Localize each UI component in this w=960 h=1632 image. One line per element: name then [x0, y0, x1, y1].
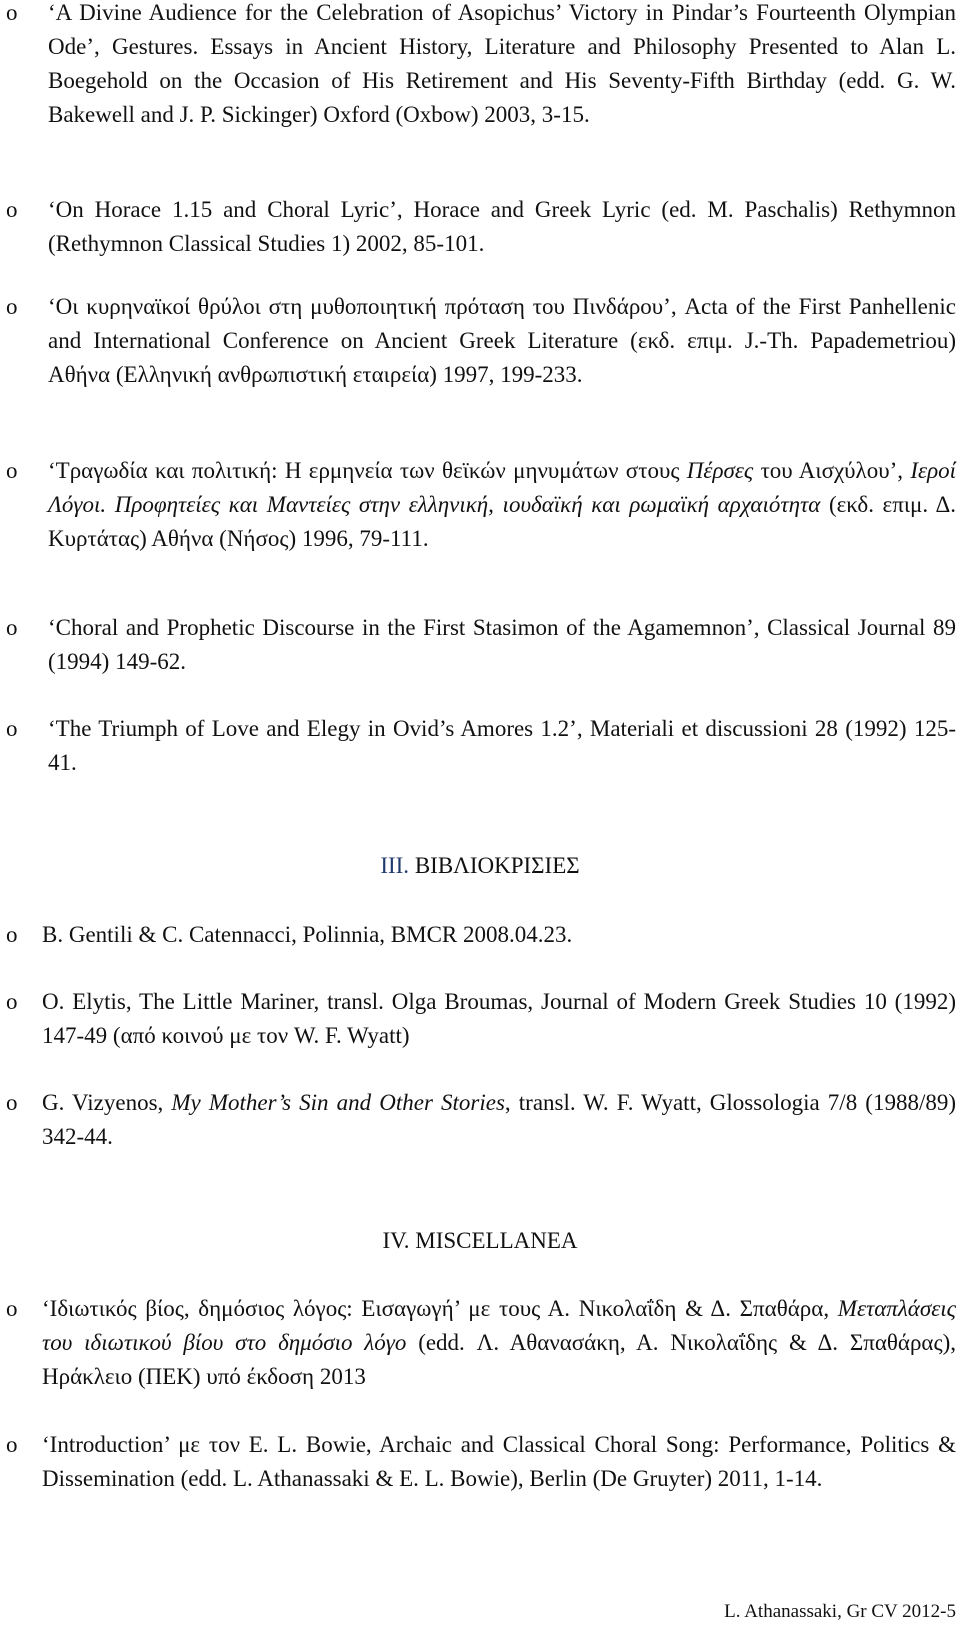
bullet-marker: o — [6, 989, 18, 1014]
citation-text — [42, 1086, 956, 1154]
citation-text: ‘On Horace 1.15 and Choral Lyric’, Horace and Greek Lyric (ed. M. Paschalis) Rethymnon (Rethymnon Classical Studies 1) 2002, 85-101. — [48, 197, 956, 256]
bullet-marker: o — [6, 1090, 18, 1115]
bullet-marker: o — [6, 716, 18, 741]
text-run: ‘Ιδιωτικός βίος, δημόσιος λόγος: Εισαγωγή’ με τους Α. Νικολαΐδη & Δ. Σπαθάρα, — [42, 1296, 838, 1321]
text-run: (edd. Λ. Αθανασάκη, Α. Νικολαΐδης & Δ. Σπαθάρας), Ηράκλειο (ΠΕΚ) υπό έκδοση 2013 — [42, 1330, 956, 1389]
section-number: III. — [380, 853, 410, 878]
bullet-marker: o — [6, 197, 18, 222]
italic-title: My Mother’s Sin and Other Stories — [171, 1090, 505, 1115]
citation-text: B. Gentili & C. Catennacci, Polinnia, BMCR 2008.04.23. — [42, 922, 573, 947]
page-footer: L. Athanassaki, Gr CV 2012-5 — [724, 1601, 956, 1622]
citation-text: ‘The Triumph of Love and Elegy in Ovid’s Amores 1.2’, Materiali et discussioni 28 (1992) 125-41. — [48, 716, 956, 775]
text-run: του Αισχύλου’, — [753, 458, 911, 483]
italic-title: Μεταπλάσεις του ιδιωτικού βίου στο δημόσιο λόγο — [42, 1296, 956, 1355]
bullet-marker: o — [6, 294, 18, 319]
citation-text: ‘Οι κυρηναϊκοί θρύλοι στη μυθοποιητική πρόταση του Πινδάρου’, Acta of the First Panhellenic and International Conference on Ancient Greek Literature (εκδ. επιμ. J.-Th. Papademetriou) Αθήνα (Ελληνική ανθρωπιστική εταιρεία) 1997, 199-233. — [48, 294, 956, 387]
citation-text: O. Elytis, The Little Mariner, transl. Olga Broumas, Journal of Modern Greek Studies 10 (1992) 147-49 (από κοινού με τον W. F. Wyatt) — [42, 989, 956, 1048]
citation-text: ‘Choral and Prophetic Discourse in the First Stasimon of the Agamemnon’, Classical Journal 89 (1994) 149-62. — [48, 615, 956, 674]
citation-text: ‘A Divine Audience for the Celebration of Asopichus’ Victory in Pindar’s Fourteenth Olympian Ode’, Gestures. Essays in Ancient History, Literature and Philosophy Presented to Alan L. Boegehold on the Occasion of His Retirement and His Seventy-Fifth Birthday (edd. G. W. Bakewell and J. P. Sickinger) Oxford (Oxbow) 2003, 3-15. — [48, 0, 956, 127]
italic-title: Ιεροί Λόγοι. Προφητείες και Μαντείες στην ελληνική, ιουδαϊκή και ρωμαϊκή αρχαιότητα — [48, 458, 956, 517]
text-run: (εκδ. επιμ. Δ. Κυρτάτας) Αθήνα (Νήσος) 1996, 79-111. — [48, 492, 956, 551]
italic-title: Πέρσες — [686, 458, 754, 483]
bullet-marker: o — [6, 458, 18, 483]
text-run: , transl. W. F. Wyatt, Glossologia 7/8 (1988/89) 342-44. — [42, 1090, 957, 1149]
bullet-marker: o — [6, 0, 18, 25]
citation-text — [42, 1292, 956, 1394]
section-title: ΒΙΒΛΙΟΚΡΙΣΙΕΣ — [409, 853, 580, 878]
bullet-marker: o — [6, 922, 18, 947]
section-heading-reviews — [0, 849, 960, 883]
bullet-marker: o — [6, 615, 18, 640]
text-run: G. Vizyenos, — [42, 1090, 172, 1115]
bullet-marker: o — [6, 1432, 18, 1457]
section-heading-miscellanea: IV. MISCELLANEA — [382, 1228, 578, 1253]
citation-text — [48, 454, 956, 556]
bullet-marker: o — [6, 1296, 18, 1321]
citation-text: ‘Introduction’ με τον E. L. Bowie, Archaic and Classical Choral Song: Performance, Politics & Dissemination (edd. L. Athanassaki & E. L. Bowie), Berlin (De Gruyter) 2011, 1-14. — [42, 1432, 956, 1491]
text-run: ‘Τραγωδία και πολιτική: Η ερμηνεία των θεϊκών μηνυμάτων στους — [48, 458, 687, 483]
